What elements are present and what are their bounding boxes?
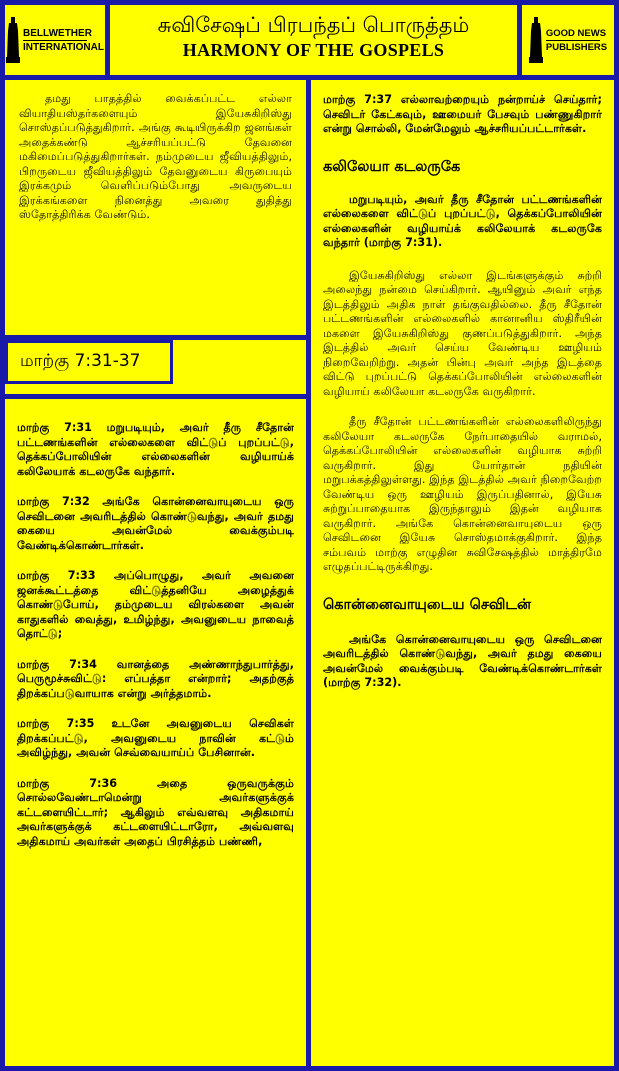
verse-7-34: மாற்கு 7:34 வானத்தை அண்ணாந்துபார்த்து, பெருமூச்சுவிட்டு: எப்பத்தா என்றார்; அதற்குத் திறக்கப்படுவாயாக என்று அர்த்தமாம். xyxy=(17,657,294,700)
verse-7-32: மாற்கு 7:32 அங்கே கொன்னைவாயுடைய ஒரு செவிடனை அவரிடத்தில் கொண்டுவந்து, அவர் தமது கையை அவன்மேல் வைக்கும்படி வேண்டிக்கொண்டார்கள். xyxy=(17,495,294,552)
verses-panel xyxy=(5,399,306,1066)
heading-galilee-sea: கலிலேயா கடலருகே xyxy=(323,158,461,175)
verse-7-36: மாற்கு 7:36 அதை ஒருவருக்கும் சொல்லவேண்டாமென்று அவர்களுக்குக் கட்டளையிட்டார்; ஆகிலும் எவ்வளவு அதிகமாய் அவர்களுக்குக் கட்டளையிட்டாரோ, அவ்வளவு அதிகமாய் அவர்கள் அதைப் பிரசித்தம் பண்ணி, xyxy=(17,776,294,848)
heading-deaf-man: கொன்னைவாயுடைய செவிடன் xyxy=(323,596,532,613)
commentary-panel xyxy=(311,80,614,1066)
summary-7-31: மறுபடியும், அவர் தீரு சீதோன் பட்டணங்களின் எல்லைகளை விட்டுப் புறப்பட்டு, தெக்கப்போலியின் எல்லைகளின் வழியாய்க் கலிலேயாக் கடலருகே வந்தார் (மாற்கு 7:31). xyxy=(323,192,602,249)
good-news-logo xyxy=(522,5,614,75)
left-logo-line1: BELLWETHER xyxy=(23,27,92,39)
bellwether-logo xyxy=(5,5,105,75)
good-news-emblem-icon xyxy=(529,17,543,63)
verse-7-33: மாற்கு 7:33 அப்பொழுது, அவர் அவனை ஜனக்கூட்டத்தை விட்டுத்தனியே அழைத்துக் கொண்டுபோய், தம்முடைய விரல்களை அவன் காதுகளில் வைத்து, உமிழ்ந்து, அவனுடைய நாவைத் தொட்டு; xyxy=(17,569,294,640)
commentary-paragraph-1: இயேசுகிறிஸ்து எல்லா இடங்களுக்கும் சுற்றி அலைந்து நன்மை செய்கிறார். ஆயினும் அவர் எந்த இடத்திலும் அதிக நாள் தங்குவதில்லை. தீரு சீதோன் பட்டணங்களின் எல்லைகளில் கானானிய ஸ்திரீயின் மகளை இயேசுகிறிஸ்து குணப்படுத்துகிறார். அந்த இடத்தில் அவர் செய்ய வேண்டிய ஊழியம் நிறைவேறிற்று. அதன் பின்பு அவர் அந்த இடத்தை விட்டு புறப்பட்டு தெக்கப்போலியின் எல்லைகளின் வழியாய் கலிலேயா கடலருகே வருகிறார். xyxy=(323,268,602,398)
left-logo-line2: INTERNATIONAL xyxy=(23,41,104,53)
title-english: HARMONY OF THE GOSPELS xyxy=(182,40,445,60)
commentary-paragraph-2: தீரு சீதோன் பட்டணங்களின் எல்லைகளிலிருந்து கலிலேயா கடலருகே நேர்பாதையில் வராமல், தெக்கப்போலியின் எல்லைகளின் வழியாக சுற்றி வருகிறார். இது யோர்தான் நதியின் மறுபக்கத்திலுள்ளது. இந்த இடத்தில் அவர் நிறைவேற்ற வேண்டிய ஒரு ஊழியம் இருப்பதினால், இயேசு சுற்றுப்பாதையாக இருந்தாலும் இதன் வழியாக வருகிறார். அங்கே கொன்னைவாயுடைய ஒரு செவிடனை இயேசு சொஸ்தமாக்குகிறார். இந்த சம்பவம் மாற்கு எழுதின சுவிசேஷத்தில் மாத்திரமே எழுதப்பட்டிருக்கிறது. xyxy=(323,415,602,573)
reference-panel xyxy=(5,340,306,394)
verse-7-37: மாற்கு 7:37 எல்லாவற்றையும் நன்றாய்ச் செய்தார்; செவிடர் கேட்கவும், ஊமையர் பேசவும் பண்ணுகிறார் என்று சொல்லி, மேன்மேலும் ஆச்சரியப்பட்டார்கள். xyxy=(323,93,602,135)
summary-7-32: அங்கே கொன்னைவாயுடைய ஒரு செவிடனை அவரிடத்தில் கொண்டுவந்து, அவர் தமது கையை அவன்மேல் வைக்கும்படி வேண்டிக்கொண்டார்கள் (மாற்கு 7:32). xyxy=(323,632,602,689)
reference-box xyxy=(5,340,173,384)
reference-title: மாற்கு 7:31-37 xyxy=(20,351,141,371)
intro-panel xyxy=(5,80,306,335)
verse-7-35: மாற்கு 7:35 உடனே அவனுடைய செவிகள் திறக்கப்பட்டு, அவனுடைய நாவின் கட்டும் அவிழ்ந்து, அவன் செவ்வையாய்ப் பேசினான். xyxy=(17,717,294,759)
right-logo-line1: GOOD NEWS xyxy=(545,27,607,39)
right-logo-line2: PUBLISHERS xyxy=(545,41,608,53)
verse-7-31: மாற்கு 7:31 மறுபடியும், அவர் தீரு சீதோன் பட்டணங்களின் எல்லைகளை விட்டுப் புறப்பட்டு, தெக்கப்போலியின் எல்லைகளின் வழியாய்க் கலிலேயாக் கடலருகே வந்தார். xyxy=(17,421,294,478)
page-header xyxy=(110,5,517,75)
bellwether-emblem-icon xyxy=(6,17,20,63)
intro-paragraph: தமது பாதத்தில் வைக்கப்பட்ட எல்லா வியாதியஸ்தர்களையும் இயேசுகிறிஸ்து சொஸ்தப்படுத்துகிறார். அங்கு கூடியிருக்கிற ஜனங்கள் அதைக்கண்டு ஆச்சரியப்பட்டு தேவனை மகிமைப்படுத்துகிறார்கள். நம்முடைய ஜீவியத்திலும், பிறருடைய ஜீவியத்திலும் தேவனுடைய கிருபையும் இரக்கமும் வெளிப்படும்போது அவருடைய இரக்கங்களை நினைத்து அவரை துதித்து ஸ்தோத்திரிக்க வேண்டும். xyxy=(19,92,292,221)
title-tamil: சுவிசேஷப் பிரபந்தப் பொருத்தம் xyxy=(157,13,470,37)
